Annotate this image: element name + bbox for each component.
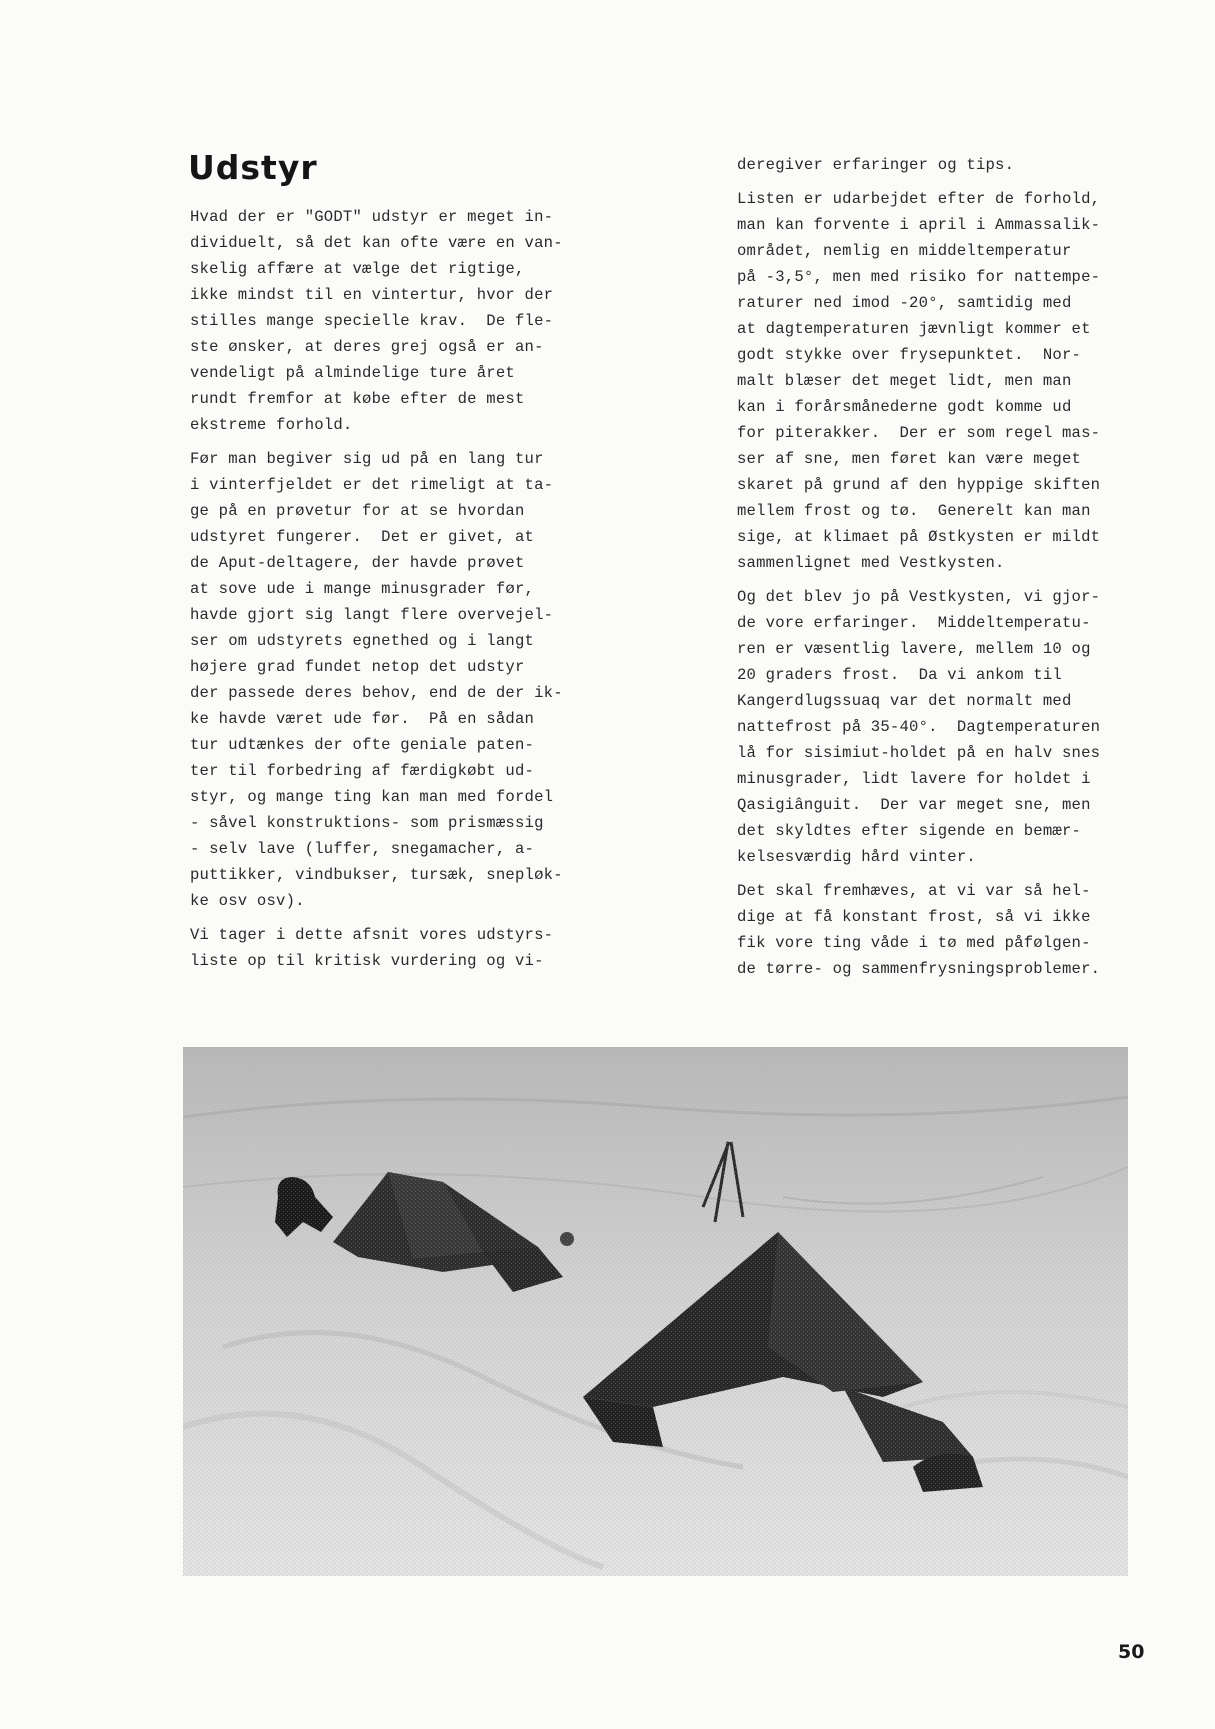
text-line: ge på en prøvetur for at se hvordan [190,502,525,520]
paragraph [190,204,610,438]
text-line: lå for sisimiut-holdet på en halv snes [737,744,1101,762]
left-text-column [190,204,610,982]
text-line: Kangerdlugssuaq var det normalt med [737,692,1072,710]
text-line: i vinterfjeldet er det rimeligt at ta- [190,476,554,494]
text-line: på -3,5°, men med risiko for nattempe- [737,268,1101,286]
text-line: vendeligt på almindelige ture året [190,364,515,382]
photo-tents-in-snow [183,1047,1128,1576]
text-line: Hvad der er "GODT" udstyr er meget in- [190,208,554,226]
text-line: man kan forvente i april i Ammassalik- [737,216,1101,234]
text-line: at sove ude i mange minusgrader før, [190,580,535,598]
text-line: ser om udstyrets egnethed og i langt [190,632,535,650]
text-line: de Aput-deltagere, der havde prøvet [190,554,525,572]
paragraph [737,186,1167,576]
text-line: kelsesværdig hård vinter. [737,848,976,866]
text-line: skelig affære at vælge det rigtige, [190,260,525,278]
paragraph [190,922,610,974]
text-line: stilles mange specielle krav. De fle- [190,312,554,330]
text-line: fik vore ting våde i tø med påfølgen- [737,934,1091,952]
text-line: Qasigiânguit. Der var meget sne, men [737,796,1091,814]
text-line: dividuelt, så det kan ofte være en van- [190,234,563,252]
text-line: kan i forårsmånederne godt komme ud [737,398,1072,416]
text-line: liste op til kritisk vurdering og vi- [190,952,544,970]
text-line: 20 graders frost. Da vi ankom til [737,666,1062,684]
text-line: malt blæser det meget lidt, men man [737,372,1072,390]
paragraph [737,878,1167,982]
text-line: ke havde været ude før. På en sådan [190,710,535,728]
text-line: - selv lave (luffer, snegamacher, a- [190,840,535,858]
text-line: for piterakker. Der er som regel mas- [737,424,1101,442]
text-line: skaret på grund af den hyppige skiften [737,476,1101,494]
text-line: nattefrost på 35-40°. Dagtemperaturen [737,718,1101,736]
text-line: mellem frost og tø. Generelt kan man [737,502,1091,520]
text-line: ste ønsker, at deres grej også er an- [190,338,544,356]
text-line: dige at få konstant frost, så vi ikke [737,908,1091,926]
paragraph [737,152,1167,178]
text-line: de vore erfaringer. Middeltemperatu- [737,614,1091,632]
text-line: ren er væsentlig lavere, mellem 10 og [737,640,1091,658]
text-line: Listen er udarbejdet efter de forhold, [737,190,1101,208]
text-line: Det skal fremhæves, at vi var så hel- [737,882,1091,900]
text-line: området, nemlig en middeltemperatur [737,242,1072,260]
text-line: ikke mindst til en vintertur, hvor der [190,286,554,304]
text-line: det skyldtes efter sigende en bemær- [737,822,1082,840]
text-line: tur udtænkes der ofte geniale paten- [190,736,535,754]
text-line: raturer ned imod -20°, samtidig med [737,294,1072,312]
right-text-column [737,152,1167,990]
text-line: godt stykke over frysepunktet. Nor- [737,346,1082,364]
text-line: at dagtemperaturen jævnligt kommer et [737,320,1091,338]
photo-tents-in-snow-image [183,1047,1128,1576]
paragraph [737,584,1167,870]
text-line: rundt fremfor at købe efter de mest [190,390,525,408]
text-line: - såvel konstruktions- som prismæssig [190,814,544,832]
text-line: styr, og mange ting kan man med fordel [190,788,554,806]
text-line: sammenlignet med Vestkysten. [737,554,1005,572]
text-line: sige, at klimaet på Østkysten er mildt [737,528,1101,546]
text-line: udstyret fungerer. Det er givet, at [190,528,535,546]
text-line: der passede deres behov, end de der ik- [190,684,563,702]
text-line: Før man begiver sig ud på en lang tur [190,450,544,468]
text-line: minusgrader, lidt lavere for holdet i [737,770,1091,788]
text-line: de tørre- og sammenfrysningsproblemer. [737,960,1101,978]
text-line: ter til forbedring af færdigkøbt ud- [190,762,535,780]
text-line: Vi tager i dette afsnit vores udstyrs- [190,926,554,944]
text-line: puttikker, vindbukser, tursæk, snepløk- [190,866,563,884]
text-line: ke osv osv). [190,892,305,910]
text-line: højere grad fundet netop det udstyr [190,658,525,676]
text-line: deregiver erfaringer og tips. [737,156,1015,174]
paragraph [190,446,610,914]
text-line: ser af sne, men føret kan være meget [737,450,1082,468]
page-number: 50 [1118,1641,1145,1663]
text-line: ekstreme forhold. [190,416,353,434]
text-line: havde gjort sig langt flere overvejel- [190,606,554,624]
page-heading: Udstyr [188,148,318,187]
text-line: Og det blev jo på Vestkysten, vi gjor- [737,588,1101,606]
